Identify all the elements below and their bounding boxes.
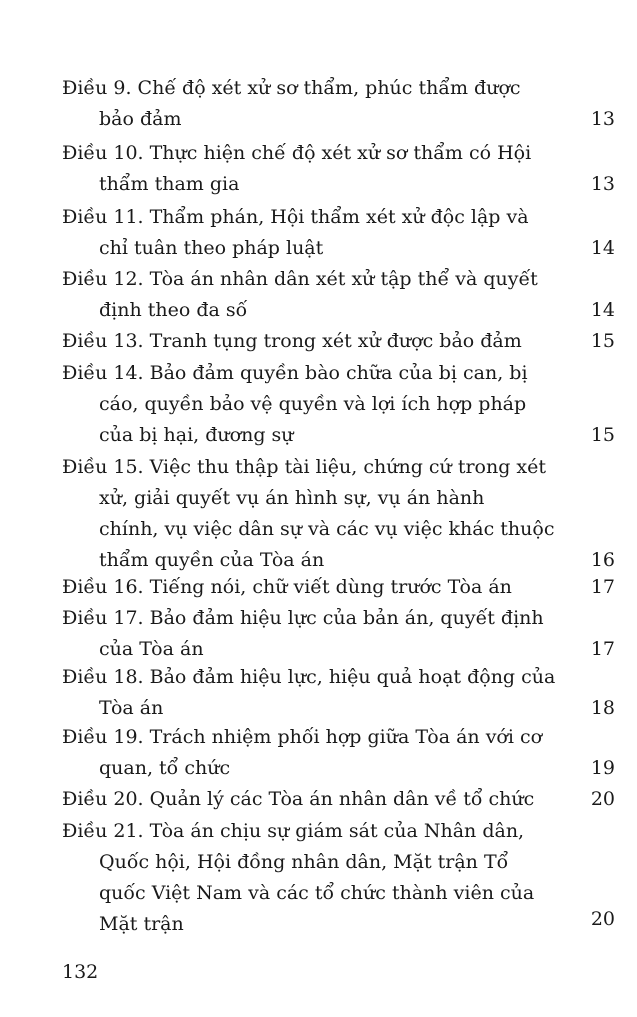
toc-entry-line: quan, tổ chức xyxy=(99,757,231,779)
toc-entry-line: của Tòa án xyxy=(99,638,204,660)
toc-page-number: 20 xyxy=(590,908,615,930)
toc-entry-line: Tòa án xyxy=(99,697,164,719)
toc-entry xyxy=(62,603,627,665)
toc-entry-line: Điều 12. Tòa án nhân dân xét xử tập thể và quyết xyxy=(62,268,538,290)
toc-page-number: 19 xyxy=(590,757,615,779)
toc-page-number: 16 xyxy=(590,549,615,571)
toc-page-number: 13 xyxy=(590,173,615,195)
toc-entry-line: bảo đảm xyxy=(99,108,182,130)
toc-entry-line: chính, vụ việc dân sự và các vụ việc khác thuộc xyxy=(99,518,555,540)
toc-page-number: 20 xyxy=(590,788,615,810)
toc-entry-line: Điều 19. Trách nhiệm phối hợp giữa Tòa án với cơ xyxy=(62,726,543,748)
toc-entry xyxy=(62,264,627,326)
toc-entry-line: Điều 10. Thực hiện chế độ xét xử sơ thẩm có Hội xyxy=(62,142,532,164)
toc-entry xyxy=(62,138,627,200)
toc-entry-line: Điều 13. Tranh tụng trong xét xử được bảo đảm xyxy=(62,330,522,352)
toc-entry xyxy=(62,202,627,264)
toc-entry xyxy=(62,358,627,451)
toc-page-number: 18 xyxy=(590,697,615,719)
toc-page-number: 13 xyxy=(590,108,615,130)
toc-entry-line: Điều 20. Quản lý các Tòa án nhân dân về tổ chức xyxy=(62,788,535,810)
toc-entry-line: thẩm quyền của Tòa án xyxy=(99,549,325,571)
toc-entry-line: Điều 17. Bảo đảm hiệu lực của bản án, quyết định xyxy=(62,607,544,629)
toc-entry-line: quốc Việt Nam và các tổ chức thành viên của xyxy=(99,882,535,904)
toc-entry-line: Quốc hội, Hội đồng nhân dân, Mặt trận Tổ xyxy=(99,851,509,873)
toc-entry-line: xử, giải quyết vụ án hình sự, vụ án hành xyxy=(99,487,485,509)
toc-entry xyxy=(62,816,627,940)
toc-entry xyxy=(62,452,627,576)
toc-entry-line: Điều 21. Tòa án chịu sự giám sát của Nhân dân, xyxy=(62,820,525,842)
toc-entry-line: định theo đa số xyxy=(99,299,248,321)
toc-entry-line: Điều 18. Bảo đảm hiệu lực, hiệu quả hoạt động của xyxy=(62,666,556,688)
toc-entry xyxy=(62,722,627,784)
toc-entry-line: Điều 14. Bảo đảm quyền bào chữa của bị can, bị xyxy=(62,362,528,384)
toc-page-number: 15 xyxy=(590,330,615,352)
toc-page-number: 17 xyxy=(590,638,615,660)
toc-entry-line: Điều 15. Việc thu thập tài liệu, chứng cứ trong xét xyxy=(62,456,547,478)
toc-entry-line: Điều 16. Tiếng nói, chữ viết dùng trước Tòa án xyxy=(62,576,512,598)
toc-entry-line: Điều 9. Chế độ xét xử sơ thẩm, phúc thẩm được xyxy=(62,77,521,99)
toc-entry-line: Điều 11. Thẩm phán, Hội thẩm xét xử độc lập và xyxy=(62,206,529,228)
toc-entry xyxy=(62,662,627,724)
toc-entry xyxy=(62,572,627,603)
toc-entry xyxy=(62,326,627,357)
toc-entry-line: của bị hại, đương sự xyxy=(99,424,294,446)
toc-entry xyxy=(62,73,627,135)
toc-entry xyxy=(62,784,627,815)
toc-page-number: 15 xyxy=(590,424,615,446)
toc-page-number: 14 xyxy=(590,237,615,259)
toc-page-number: 14 xyxy=(590,299,615,321)
toc-entry-line: cáo, quyền bảo vệ quyền và lợi ích hợp pháp xyxy=(99,393,527,415)
toc-entry-line: Mặt trận xyxy=(99,913,184,935)
footer-page-number: 132 xyxy=(62,961,99,983)
toc-entry-line: chỉ tuân theo pháp luật xyxy=(99,237,324,259)
toc-page-number: 17 xyxy=(590,576,615,598)
toc-entry-line: thẩm tham gia xyxy=(99,173,240,195)
